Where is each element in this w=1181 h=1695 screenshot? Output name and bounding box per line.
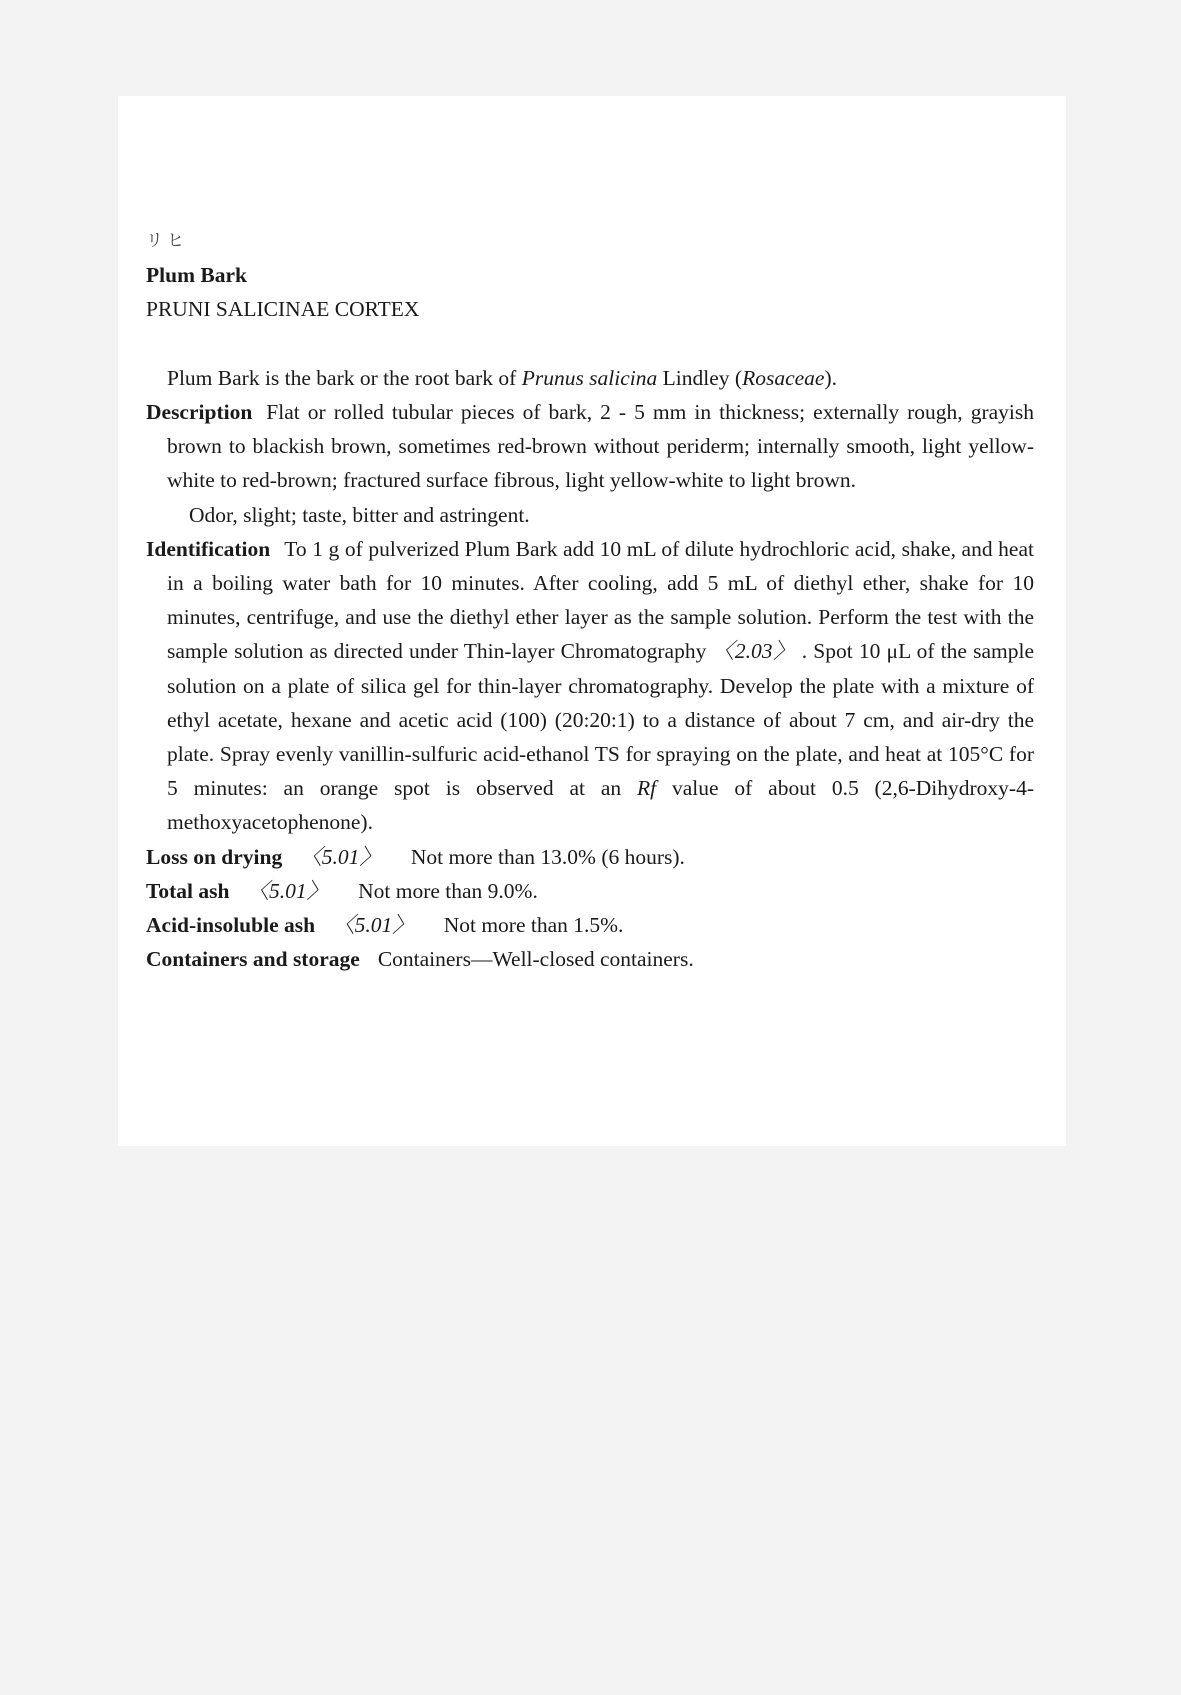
definition-before: Plum Bark is the bark or the root bark of <box>167 365 522 390</box>
total-ash-line <box>146 874 1034 908</box>
loss-on-drying-ref: 〈5.01〉 <box>300 844 381 869</box>
containers-line <box>146 942 1034 976</box>
english-name: Plum Bark <box>146 263 247 288</box>
family-name: Rosaceae <box>742 365 825 390</box>
identification-text-1: To 1 g of pulverized Plum Bark add 10 mL of dilute hydrochloric acid, shake, and heat in a boiling water bath for 10 minutes. After cooling, add 5 mL of diethyl ether, shake for 10 minutes, centrifuge, and use the diethyl ether layer as the sample solution. Perform the test with the sample solution as directed under Thin-layer Chromatography <box>167 536 1034 664</box>
rf-symbol: Rf <box>637 776 657 801</box>
definition-middle: Lindley ( <box>657 365 743 390</box>
acid-insoluble-ash-text: Not more than 1.5%. <box>443 913 624 938</box>
species-name: Prunus salicina <box>521 365 658 390</box>
description-heading: Description <box>146 399 253 424</box>
loss-on-drying-text: Not more than 13.0% (6 hours). <box>410 844 685 869</box>
total-ash-ref: 〈5.01〉 <box>247 878 329 903</box>
loss-on-drying-line <box>146 840 1034 874</box>
total-ash-text: Not more than 9.0%. <box>358 878 538 903</box>
identification-ref: 〈2.03〉 <box>712 639 796 664</box>
total-ash-heading: Total ash <box>146 878 230 903</box>
odor-paragraph: Odor, slight; taste, bitter and astringent. <box>189 502 530 527</box>
acid-insoluble-ash-heading: Acid-insoluble ash <box>146 913 316 938</box>
identification-text-2: . Spot 10 μL of the sample solution on a plate of silica gel for thin-layer chromatography. Develop the plate with a mixture of ethyl acetate, hexane and acetic acid (100) (20:20:1) to a distance of about 7 cm, and air-dry the plate. Spray evenly vanillin-sulfuric acid-ethanol TS for spraying on the plate, and heat at 105°C for 5 minutes: an orange spot is observed at an <box>167 639 1034 801</box>
identification-heading: Identification <box>146 536 271 561</box>
description-section <box>146 395 1034 498</box>
spacer <box>146 327 1034 361</box>
japanese-name: リヒ <box>146 231 188 251</box>
monograph-content <box>146 224 1034 976</box>
definition-paragraph <box>146 361 1034 395</box>
description-text: Flat or rolled tubular pieces of bark, 2 - 5 mm in thickness; externally rough, grayish brown to blackish brown, sometimes red-brown without periderm; internally smooth, light yellow-white to red-brown; fractured surface fibrous, light yellow-white to light brown. <box>167 399 1034 493</box>
containers-text: Containers—Well-closed containers. <box>377 947 694 972</box>
containers-heading: Containers and storage <box>146 947 360 972</box>
acid-insoluble-ash-ref: 〈5.01〉 <box>333 913 414 938</box>
definition-after: ). <box>824 365 837 390</box>
latin-name: PRUNI SALICINAE CORTEX <box>146 297 420 322</box>
identification-section <box>146 532 1034 840</box>
loss-on-drying-heading: Loss on drying <box>146 844 283 869</box>
identification-text-3: value of about 0.5 (2,6-Dihydroxy-4-methoxyacetophenone). <box>167 776 1034 835</box>
document-page <box>118 96 1066 1146</box>
acid-insoluble-ash-line <box>146 908 1034 942</box>
